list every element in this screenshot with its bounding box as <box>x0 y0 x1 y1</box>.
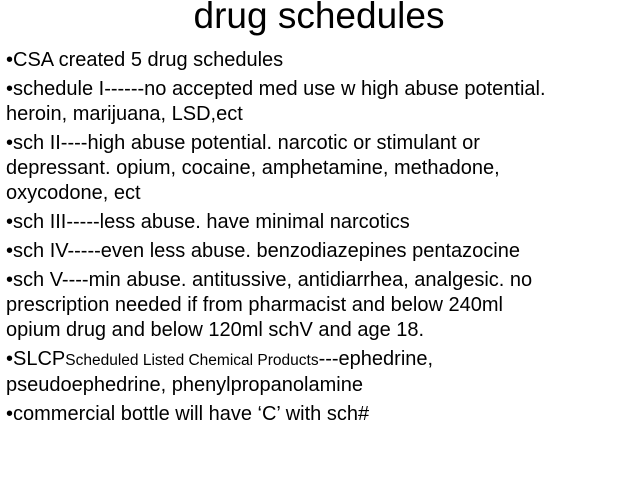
bullet-marker: • <box>6 403 14 425</box>
bullet-item <box>6 402 634 427</box>
bullet-marker: • <box>6 269 14 291</box>
bullet-line <box>6 131 634 156</box>
bullet-text: schedule I------no accepted med use w high abuse potential. <box>13 78 546 100</box>
bullet-line: pseudoephedrine, phenylpropanolamine <box>6 374 363 396</box>
bullet-list <box>6 48 634 431</box>
bullet-text: sch IV-----even less abuse. benzodiazepines pentazocine <box>13 240 520 262</box>
bullet-marker: • <box>6 78 14 100</box>
slide-title: drug schedules <box>193 0 445 36</box>
bullet-line <box>6 239 634 264</box>
bullet-line <box>6 48 634 73</box>
bullet-line <box>6 402 634 427</box>
bullet-text: sch III-----less abuse. have minimal narcotics <box>13 211 410 233</box>
slcp-full-name: Scheduled Listed Chemical Products <box>65 352 319 369</box>
bullet-text: CSA created 5 drug schedules <box>13 49 284 71</box>
bullet-line <box>6 210 634 235</box>
slcp-acronym: SLCP <box>13 348 66 370</box>
bullet-line: heroin, marijuana, LSD,ect <box>6 103 243 125</box>
bullet-item <box>6 347 634 398</box>
bullet-item <box>6 48 634 73</box>
bullet-marker: • <box>6 348 14 370</box>
bullet-line: prescription needed if from pharmacist and below 240ml <box>6 294 503 316</box>
bullet-item <box>6 131 634 206</box>
bullet-line <box>6 77 634 102</box>
bullet-item <box>6 239 634 264</box>
bullet-line <box>6 347 634 373</box>
bullet-line: oxycodone, ect <box>6 182 141 204</box>
bullet-marker: • <box>6 49 14 71</box>
bullet-line <box>6 268 634 293</box>
bullet-marker: • <box>6 132 14 154</box>
bullet-line: opium drug and below 120ml schV and age 18. <box>6 319 425 341</box>
bullet-marker: • <box>6 211 14 233</box>
bullet-item <box>6 210 634 235</box>
bullet-text: sch II----high abuse potential. narcotic or stimulant or <box>13 132 480 154</box>
bullet-marker: • <box>6 240 14 262</box>
bullet-text: sch V----min abuse. antitussive, antidiarrhea, analgesic. no <box>13 269 533 291</box>
bullet-text: commercial bottle will have ‘C’ with sch# <box>13 403 370 425</box>
bullet-line: depressant. opium, cocaine, amphetamine, methadone, <box>6 157 500 179</box>
slcp-examples-start: ---ephedrine, <box>318 348 434 370</box>
bullet-item <box>6 268 634 343</box>
bullet-item <box>6 77 634 127</box>
